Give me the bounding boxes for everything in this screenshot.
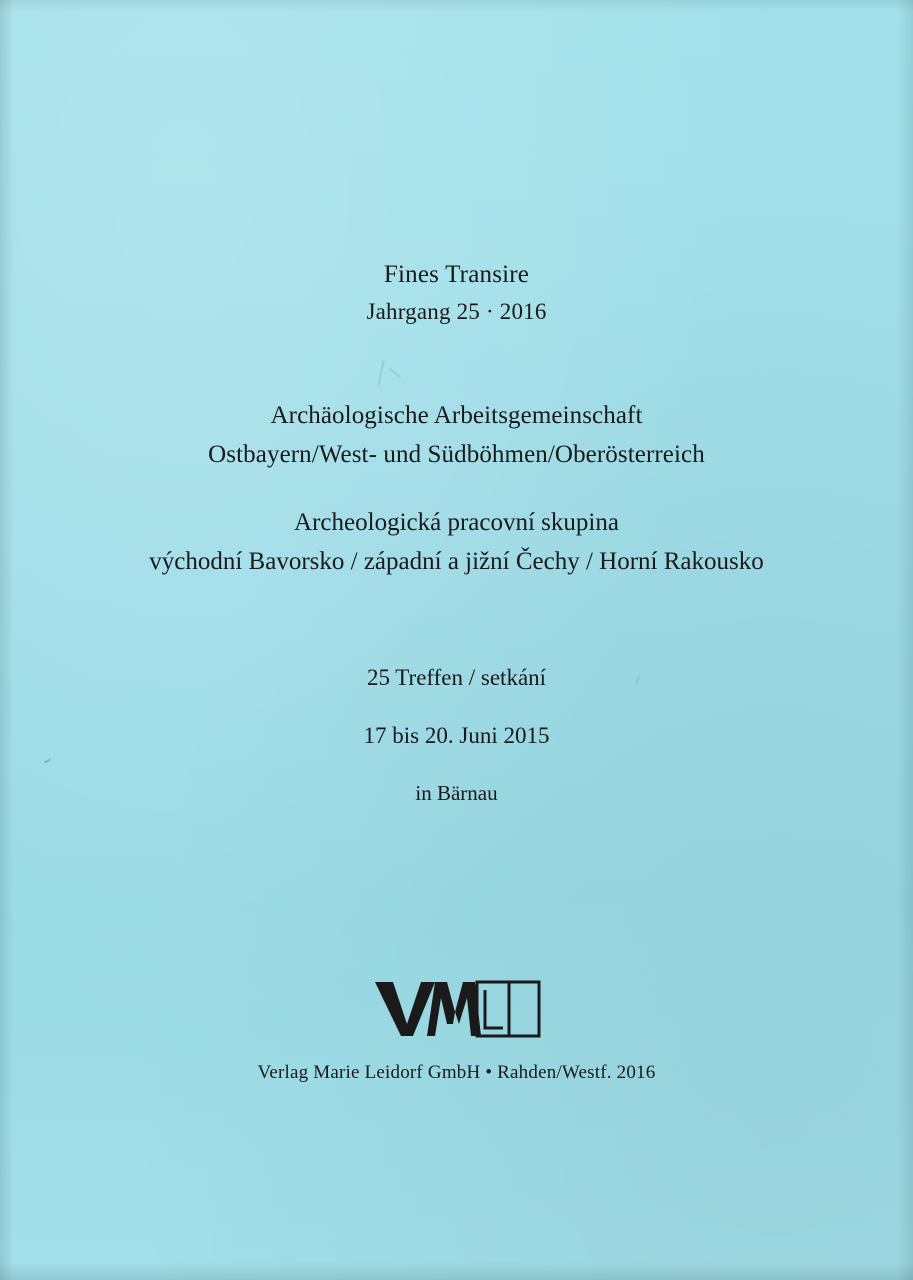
event-block — [0, 665, 913, 806]
organization-block-german — [0, 399, 913, 472]
event-dates: 17 bis 20. Juni 2015 — [363, 723, 550, 749]
organization-czech-line2: východní Bavorsko / západní a jižní Čechy / Horní Rakousko — [149, 547, 764, 575]
organization-czech-line1: Archeologická pracovní skupina — [294, 509, 619, 537]
organization-german-line1: Archäologische Arbeitsgemeinschaft — [270, 402, 643, 430]
organization-block-czech — [0, 506, 913, 579]
event-place: in Bärnau — [415, 781, 498, 806]
event-meeting-number: 25 Treffen / setkání — [366, 665, 547, 691]
page-edge-shadow-bottom — [0, 1262, 913, 1280]
series-title: Fines Transire — [383, 261, 530, 288]
publisher-imprint: Verlag Marie Leidorf GmbH • Rahden/Westf. 2016 — [257, 1062, 656, 1083]
series-block — [0, 258, 913, 327]
vml-publisher-logo-icon — [373, 978, 541, 1040]
series-volume: Jahrgang 25 · 2016 — [366, 299, 547, 324]
organization-german-line2: Ostbayern/West- und Südböhmen/Oberösterreich — [208, 440, 705, 468]
publisher-logo-wrap — [0, 978, 913, 1040]
